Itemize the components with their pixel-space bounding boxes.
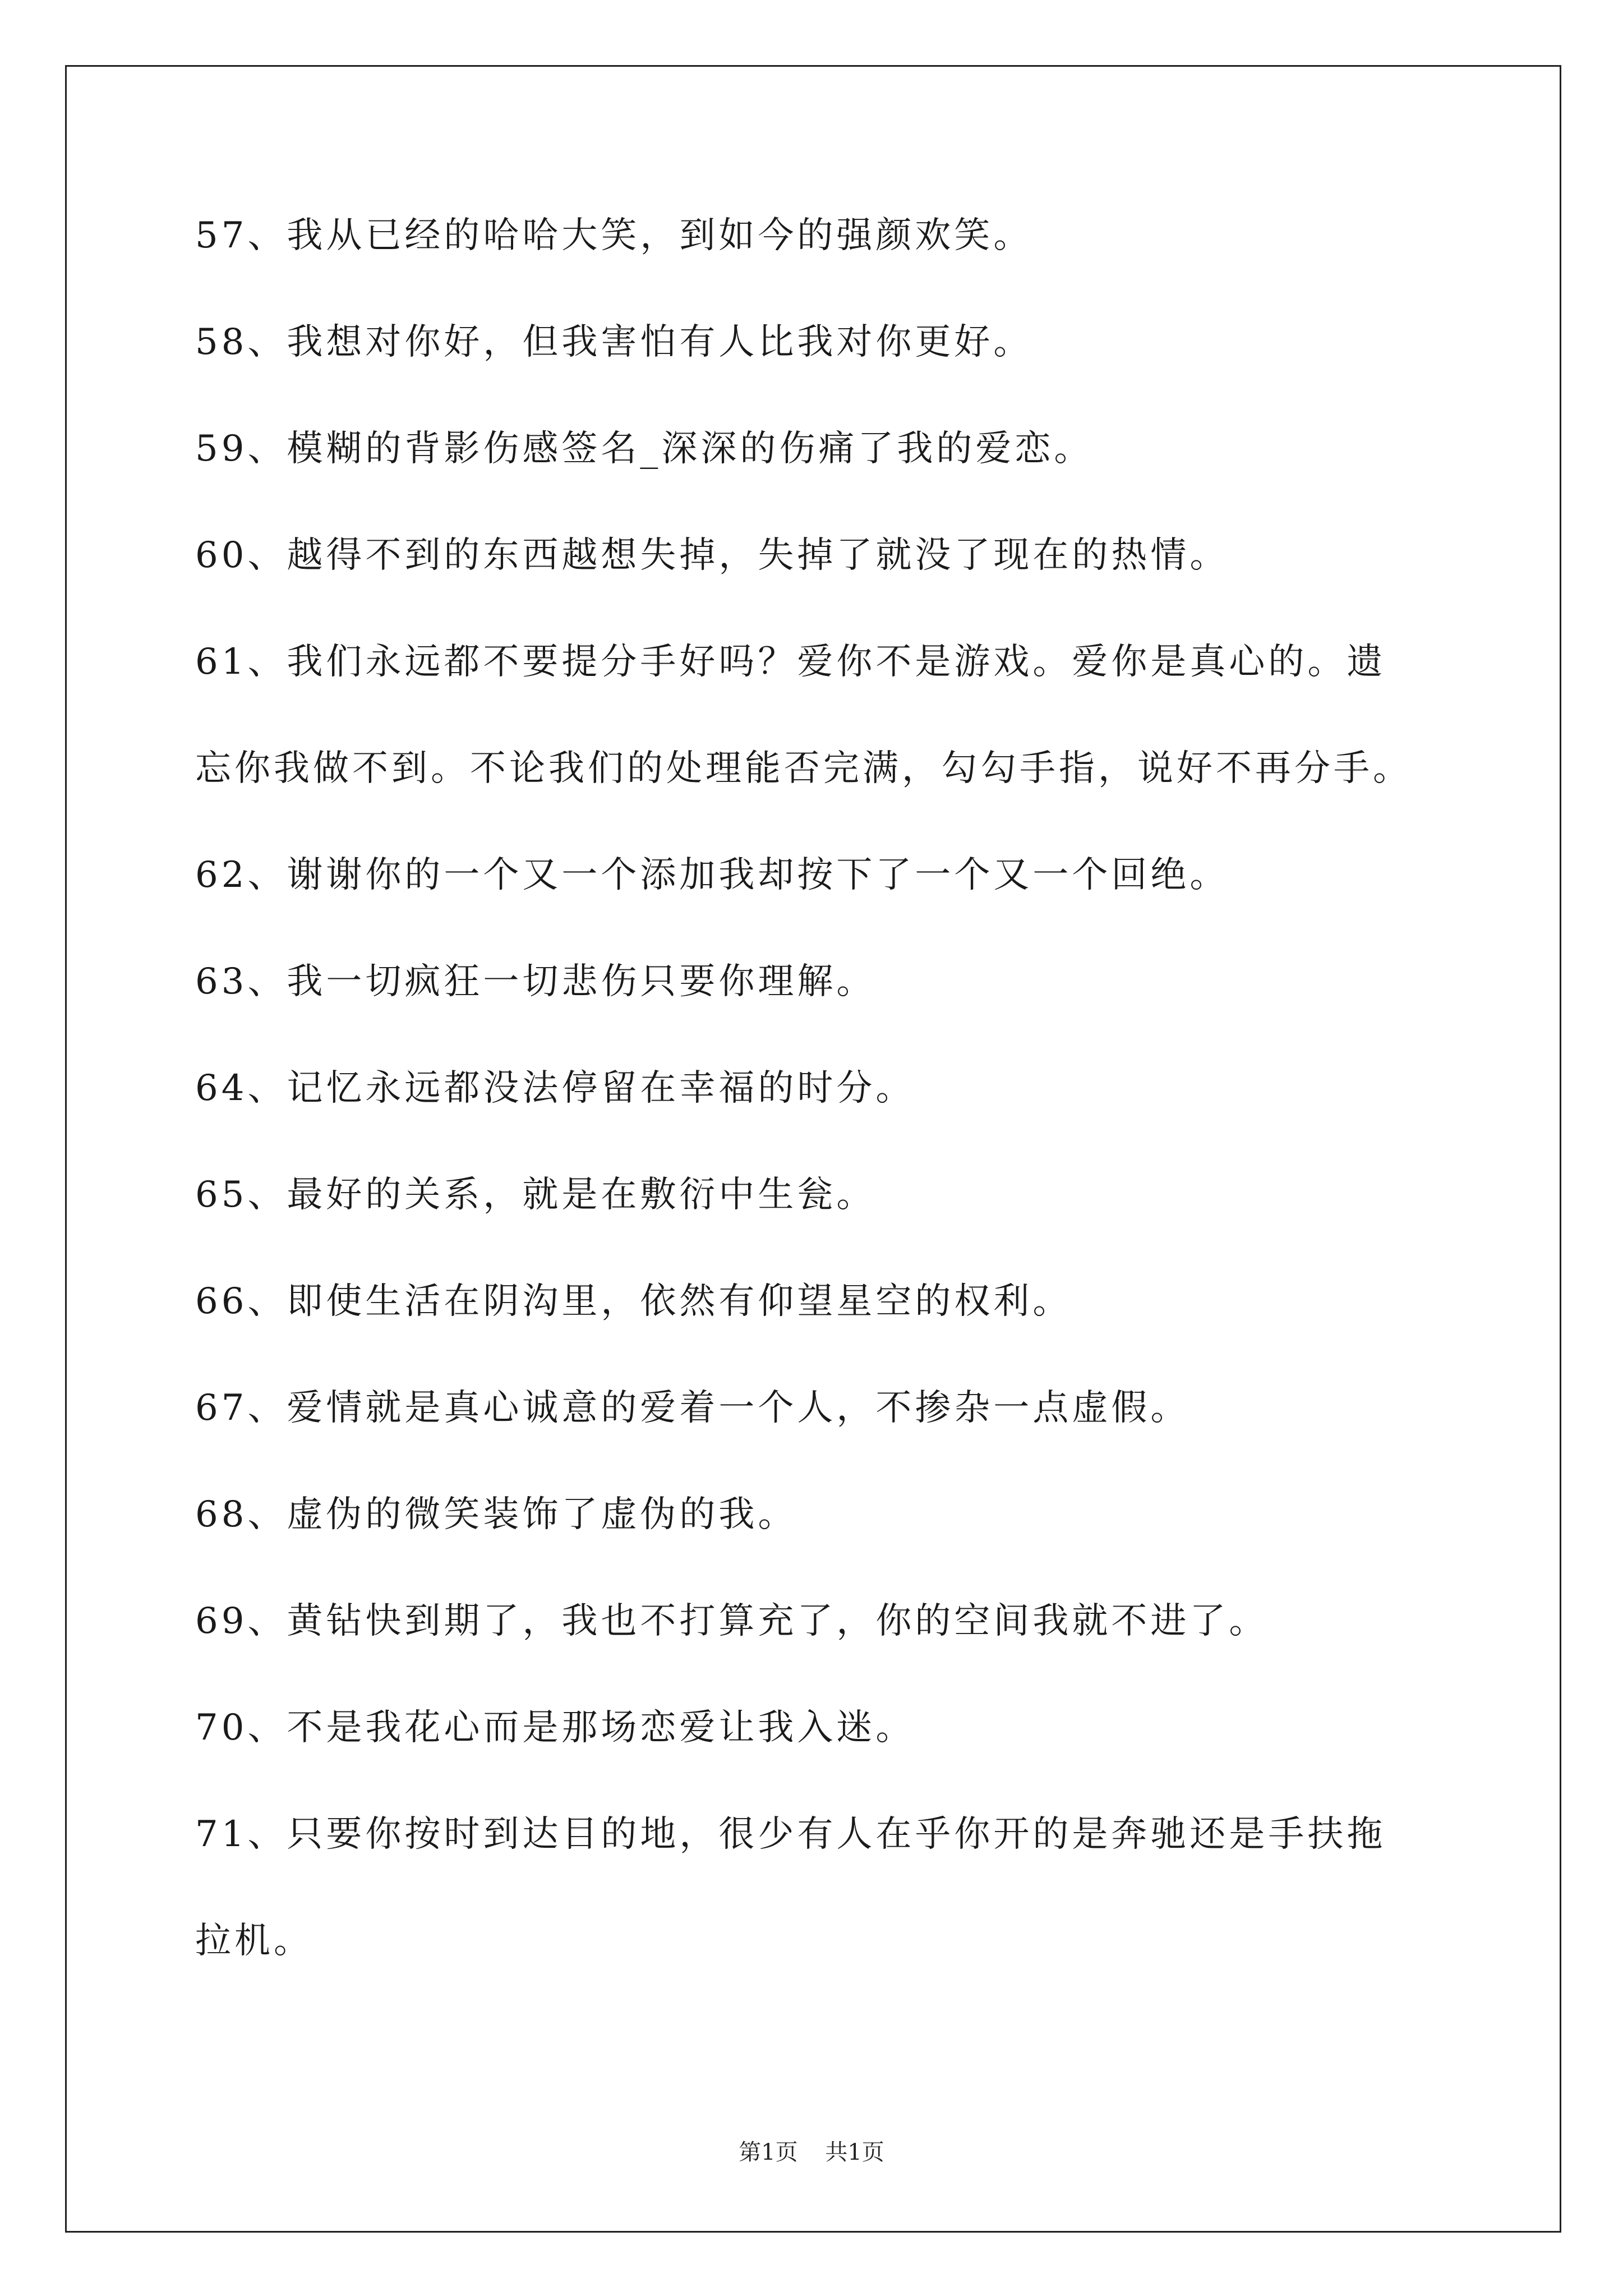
text-line: 忘你我做不到。不论我们的处理能否完满，勾勾手指，说好不再分手。: [195, 748, 1412, 789]
text-line: 65、最好的关系，就是在敷衍中生瓮。: [195, 1174, 876, 1216]
text-line: 63、我一切疯狂一切悲伤只要你理解。: [195, 961, 876, 1002]
document-body: [195, 208, 1491, 2019]
text-line: 66、即使生活在阴沟里，依然有仰望星空的权利。: [195, 1281, 1072, 1322]
text-line: 62、谢谢你的一个又一个添加我却按下了一个又一个回绝。: [195, 854, 1229, 896]
text-line: 拉机。: [195, 1920, 313, 1962]
text-line: 69、黄钻快到期了，我也不打算充了，你的空间我就不进了。: [195, 1600, 1269, 1642]
text-line: 67、爱情就是真心诚意的爱着一个人，不掺杂一点虚假。: [195, 1387, 1190, 1429]
text-line: 60、越得不到的东西越想失掉，失掉了就没了现在的热情。: [195, 535, 1229, 576]
text-line: 61、我们永远都不要提分手好吗？爱你不是游戏。爱你是真心的。遗: [195, 641, 1386, 683]
text-line: 68、虚伪的微笑装饰了虚伪的我。: [195, 1494, 797, 1535]
text-line: 71、只要你按时到达目的地，很少有人在乎你开的是奔驰还是手扶拖: [195, 1814, 1386, 1855]
text-line: 59、模糊的背影伤感签名_深深的伤痛了我的爱恋。: [195, 428, 1094, 470]
text-line: 58、我想对你好，但我害怕有人比我对你更好。: [195, 321, 1033, 363]
text-line: 70、不是我花心而是那场恋爱让我入迷。: [195, 1707, 915, 1749]
page-number: 第1页: [739, 2139, 798, 2165]
page-footer: [0, 2134, 1623, 2166]
text-line: 57、我从已经的哈哈大笑，到如今的强颜欢笑。: [195, 215, 1033, 256]
text-line: 64、记忆永远都没法停留在幸福的时分。: [195, 1068, 915, 1109]
page-total: 共1页: [825, 2139, 884, 2165]
